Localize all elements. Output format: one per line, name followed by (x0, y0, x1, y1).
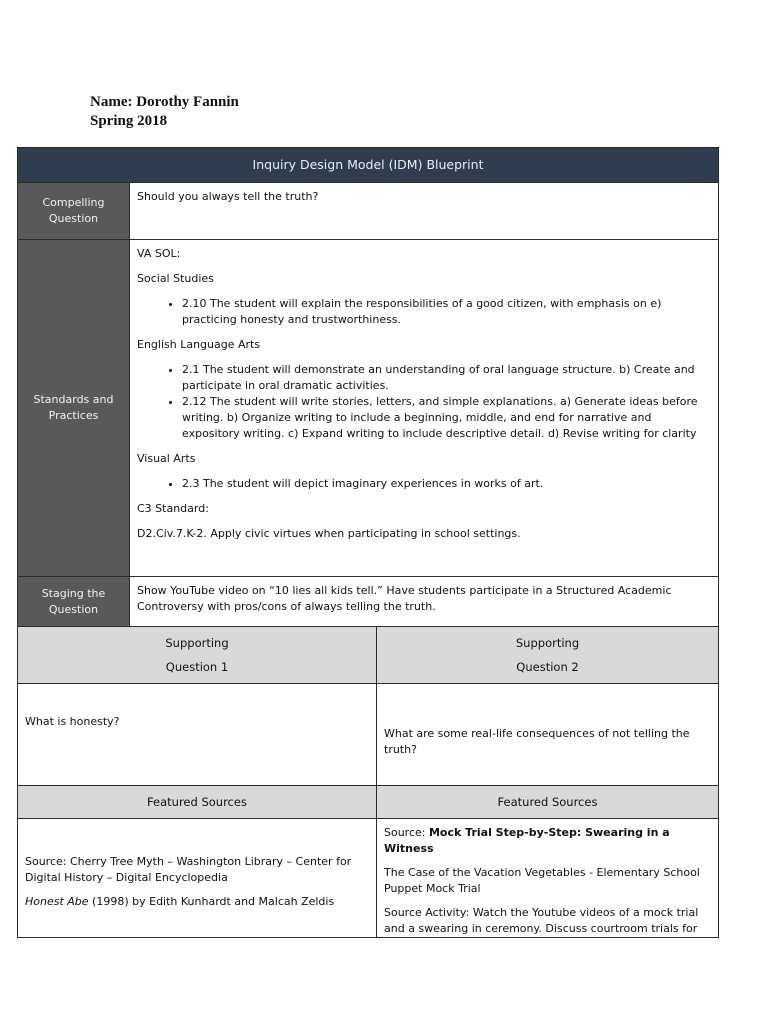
term: Spring 2018 (90, 113, 168, 129)
featured-sources-1-header: Featured Sources (18, 786, 377, 819)
list-item: • 2.3 The student will depict imaginary experiences in works of art. (182, 476, 711, 492)
header-block (90, 93, 239, 131)
source-vacation-vegetables: The Case of the Vacation Vegetables - Elementary School Puppet Mock Trial (384, 866, 700, 895)
source-honest-abe: Honest Abe (1998) by Edith Kunhardt and Malcah Zeldis (25, 895, 335, 908)
student-name: Name: Dorothy Fannin (90, 94, 239, 110)
visual-arts-list (137, 476, 711, 492)
standards-label: Standards and Practices (18, 240, 130, 577)
featured-sources-1-content (18, 819, 377, 938)
compelling-question-label: Compelling Question (18, 183, 130, 240)
source-activity: Source Activity: Watch the Youtube videos of a mock trial and a swearing in ceremony. Discuss courtroom trials for (384, 906, 699, 935)
social-studies-list (137, 296, 711, 328)
standards-content (130, 240, 719, 577)
staging-label: Staging the Question (18, 577, 130, 627)
c3-text: D2.Civ.7.K-2. Apply civic virtues when participating in school settings. (137, 527, 521, 540)
list-item: • 2.1 The student will demonstrate an understanding of oral language structure. b) Create and participate in oral dramatic activities. (182, 362, 711, 394)
featured-sources-2-header: Featured Sources (377, 786, 719, 819)
ela-list (137, 362, 711, 442)
featured-sources-2-content (377, 819, 719, 938)
staging-text: Show YouTube video on “10 lies all kids tell.” Have students participate in a Structured Academic Controversy with pros/cons of always telling the truth. (130, 577, 719, 627)
source-mock-trial: Source: Mock Trial Step-by-Step: Swearing in a Witness (384, 826, 670, 855)
supporting-question-2-header: Supporting Question 2 (377, 627, 719, 684)
visual-arts-heading: Visual Arts (137, 452, 196, 465)
compelling-question-text: Should you always tell the truth? (130, 183, 719, 240)
source-cherry-tree: Source: Cherry Tree Myth – Washington Library – Center for Digital History – Digital Encyclopedia (25, 855, 352, 884)
list-item: • 2.10 The student will explain the responsibilities of a good citizen, with emphasis on e) practicing honesty and trustworthiness. (182, 296, 711, 328)
social-studies-heading: Social Studies (137, 272, 214, 285)
blueprint-title: Inquiry Design Model (IDM) Blueprint (18, 148, 719, 183)
idm-blueprint-table (17, 147, 719, 938)
va-sol-heading: VA SOL: (137, 247, 181, 260)
list-item: • 2.12 The student will write stories, letters, and simple explanations. a) Generate ideas before writing. b) Organize writing to include a beginning, middle, and end for narrative and expository writing. c) Expand writing to include descriptive detail. d) Revise writing for clarity (182, 394, 711, 442)
c3-heading: C3 Standard: (137, 502, 209, 515)
supporting-question-1-header: Supporting Question 1 (18, 627, 377, 684)
ela-heading: English Language Arts (137, 338, 261, 351)
supporting-question-2-text: What are some real-life consequences of not telling the truth? (377, 684, 719, 786)
supporting-question-1-text: What is honesty? (18, 684, 377, 786)
